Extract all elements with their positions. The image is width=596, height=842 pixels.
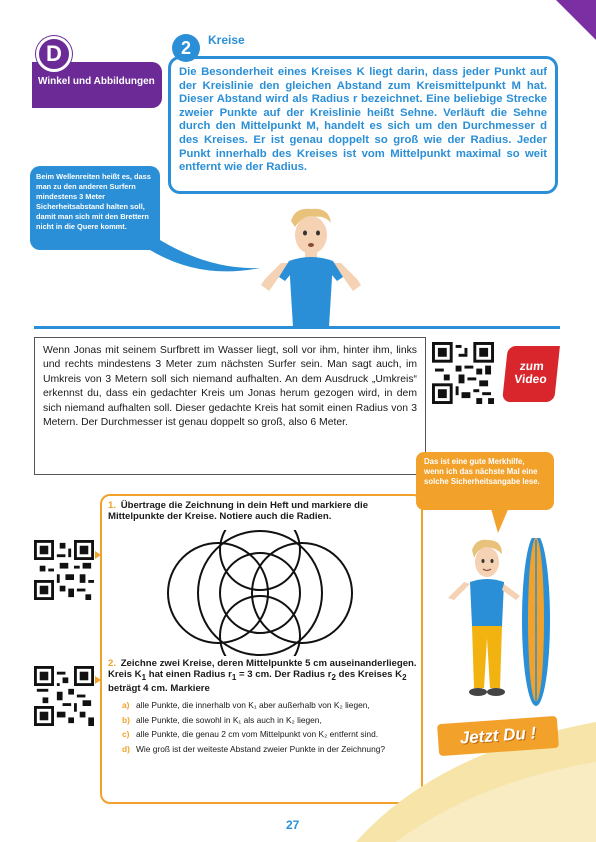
qr-code-exercise-1[interactable] [34, 540, 94, 600]
qr-code-video[interactable] [432, 342, 494, 404]
exercise-2 [108, 658, 418, 694]
subtask-letter: d) [122, 743, 130, 754]
arrow-icon [95, 676, 101, 684]
subscript: 1 [231, 672, 237, 682]
section-letter: D [36, 36, 72, 72]
exercise-2-text: Zeichne zwei Kreise, deren Mittelpunkte 5 cm auseinanderliegen. Kreis K [108, 658, 417, 680]
info-title: Kreise [208, 33, 245, 47]
story-text: Wenn Jonas mit seinem Surfbrett im Wasser liegt, soll vor ihm, hinter ihm, links und rechts mindestens 3 Meter zum nächsten Surfer sein. Man sagt auch, im Umkreis von 3 Metern soll sich niemand aufhalten. An dem Ausdruck „Umkreis“ erkennst du, dass ein gedachter Kreis um Jonas herum gezogen wird, in dem sich niemand aufhalten soll. Dieser gedachte Kreis hat somit einen Radius von 3 Metern. Der Durchmesser ist genau doppelt so groß, also 6 Meter. [34, 337, 426, 475]
exercise-2-number: 2. [108, 658, 117, 669]
section-title: Winkel und Abbildungen [32, 62, 162, 108]
subtask-letter: c) [122, 729, 130, 740]
video-button-line2: Video [513, 372, 548, 386]
subtask-text: alle Punkte, die innerhalb von K₁ aber außerhalb von K₂ liegen, [136, 700, 370, 710]
subtask-letter: b) [122, 714, 130, 725]
arrow-icon [95, 551, 101, 559]
exercise-2-text: = 3 cm. Der Radius r [236, 669, 332, 680]
circles-figure [150, 530, 370, 656]
surfer-boy-illustration [432, 538, 562, 708]
corner-decoration [556, 0, 596, 40]
exercise-1-text: Übertrage die Zeichnung in dein Heft und markiere die Mittelpunkte der Kreise. Notiere auch die Radien. [108, 500, 369, 522]
exercise-2-text: des Kreises K [335, 669, 403, 680]
video-button-line1: zum [519, 359, 545, 373]
divider-line [34, 326, 560, 329]
exercise-1 [108, 500, 418, 522]
boy-illustration [255, 205, 365, 327]
subscript: 2 [331, 672, 336, 682]
speech-bubble-right-tail [490, 505, 520, 535]
subscript: 2 [402, 672, 407, 682]
subtask-text: Wie groß ist der weiteste Abstand zweier Punkte in der Zeichnung? [136, 743, 386, 754]
speech-bubble-right: Das ist eine gute Merkhilfe, wenn ich das nächste Mal eine solche Sicherheitsangabe lese. [416, 452, 554, 510]
video-button[interactable] [502, 346, 560, 402]
qr-code-exercise-2[interactable] [34, 666, 94, 726]
subtask-text: alle Punkte, die genau 2 cm vom Mittelpunkt von K₂ entfernt sind. [136, 729, 379, 740]
exercise-1-number: 1. [108, 500, 117, 511]
exercise-2-text: beträgt 4 cm. Markiere [108, 682, 210, 694]
info-number: 2 [172, 34, 200, 62]
exercise-2-text: hat einen Radius r [146, 669, 232, 680]
speech-bubble-tail [150, 240, 270, 280]
speech-bubble-left: Beim Wellenreiten heißt es, dass man zu den anderen Surfern mindestens 3 Meter Sicherheitsabstand halten soll, damit man sich mit den Brettern nicht in die Quere kommt. [30, 166, 160, 250]
subscript: 1 [141, 672, 147, 682]
sand-decoration [356, 692, 596, 842]
info-box: Die Besonderheit eines Kreises K liegt darin, dass jeder Punkt auf der Kreislinie den gleichen Abstand zum Kreismittelpunkt M hat. Dieser Abstand wird als Radius r bezeichnet. Eine beliebige Strecke zweier Punkte auf der Kreislinie heißt Sehne. Verläuft die Sehne durch den Mittelpunkt M, handelt es sich um den Durchmesser d des Kreises. Er ist genau doppelt so groß wie der Radius. Jeder Punkt innerhalb des Kreises ist vom Mittelpunkt maximal so weit entfernt wie der Radius. [168, 56, 558, 194]
subtask-text: alle Punkte, die sowohl in K₁ als auch in K₂ liegen, [136, 714, 322, 725]
page-number: 27 [286, 818, 300, 832]
subtask-letter: a) [122, 700, 130, 710]
jetzt-du-badge: Jetzt Du ! [437, 716, 559, 756]
